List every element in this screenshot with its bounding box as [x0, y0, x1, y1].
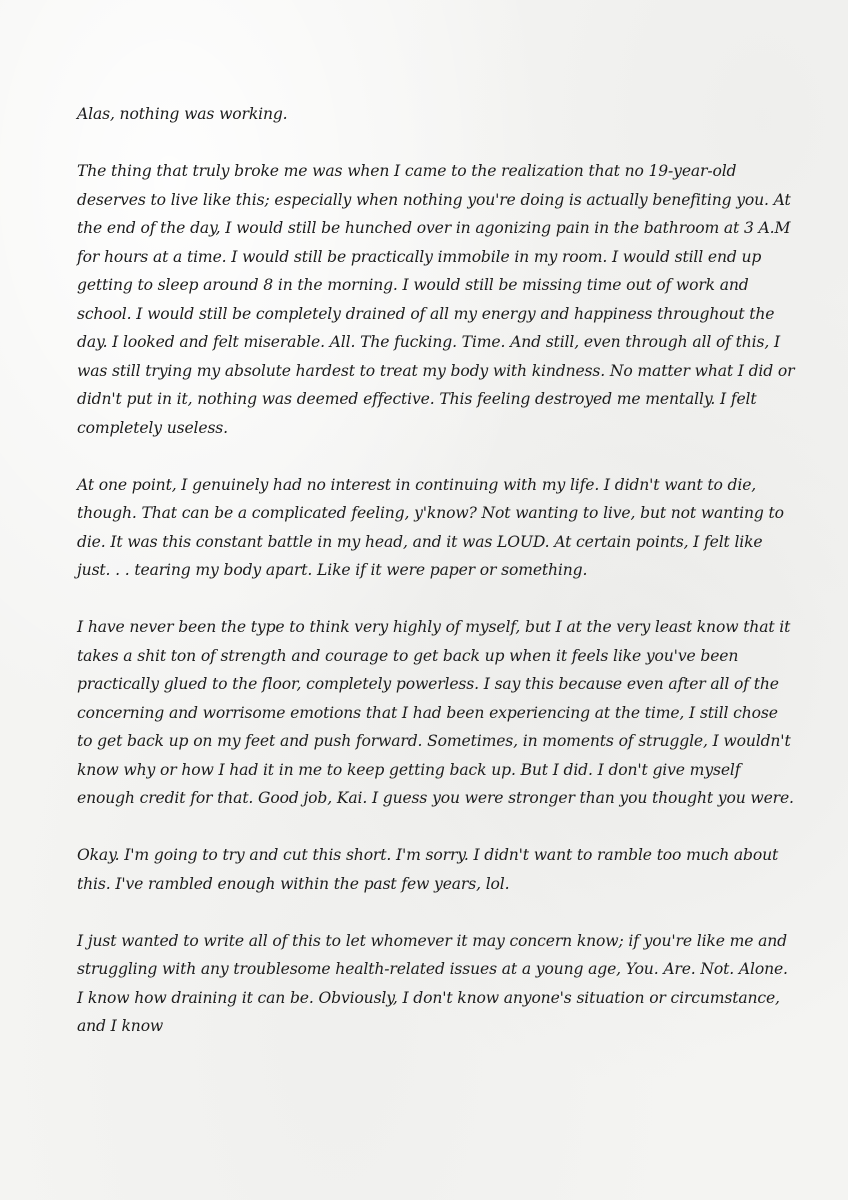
paragraph-2: The thing that truly broke me was when I came to the realization that no 19-year-old deserves to live like this; especially when nothing you're doing is actually benefiting you. At the end of the day, I would still be hunched over in agonizing pain in the bathroom at 3 A.M for hours at a time. I would still be practically immobile in my room. I would still end up getting to sleep around 8 in the morning. I would still be missing time out of work and school. I would still be completely drained of all my energy and happiness throughout the day. I looked and felt miserable. All. The fucking. Time. And still, even through all of this, I was still trying my absolute hardest to treat my body with kindness. No matter what I did or didn't put in it, nothing was deemed effective. This feeling destroyed me mentally. I felt completely useless.: [77, 162, 795, 437]
paragraph-5: Okay. I'm going to try and cut this short. I'm sorry. I didn't want to ramble too much about this. I've rambled enough within the past few years, lol.: [77, 846, 779, 893]
paragraph-1: Alas, nothing was working.: [77, 105, 288, 123]
document-body: [77, 100, 797, 1069]
paragraph-3: At one point, I genuinely had no interest in continuing with my life. I didn't want to die, though. That can be a complicated feeling, y'know? Not wanting to live, but not wanting to die. It was this constant battle in my head, and it was LOUD. At certain points, I felt like just. . . tearing my body apart. Like if it were paper or something.: [77, 475, 784, 579]
paragraph-4: I have never been the type to think very highly of myself, but I at the very least know that it takes a shit ton of strength and courage to get back up when it feels like you've been practically glued to the floor, completely powerless. I say this because even after all of the concerning and worrisome emotions that I had been experiencing at the time, I still chose to get back up on my feet and push forward. Sometimes, in moments of struggle, I wouldn't know why or how I had it in me to keep getting back up. But I did. I don't give myself enough credit for that. Good job, Kai. I guess you were stronger than you thought you were.: [77, 618, 794, 807]
paragraph-6: I just wanted to write all of this to let whomever it may concern know; if you're like me and struggling with any troublesome health-related issues at a young age, You. Are. Not. Alone. I know how draining it can be. Obviously, I don't know anyone's situation or circumstance, and I know: [77, 931, 788, 1035]
